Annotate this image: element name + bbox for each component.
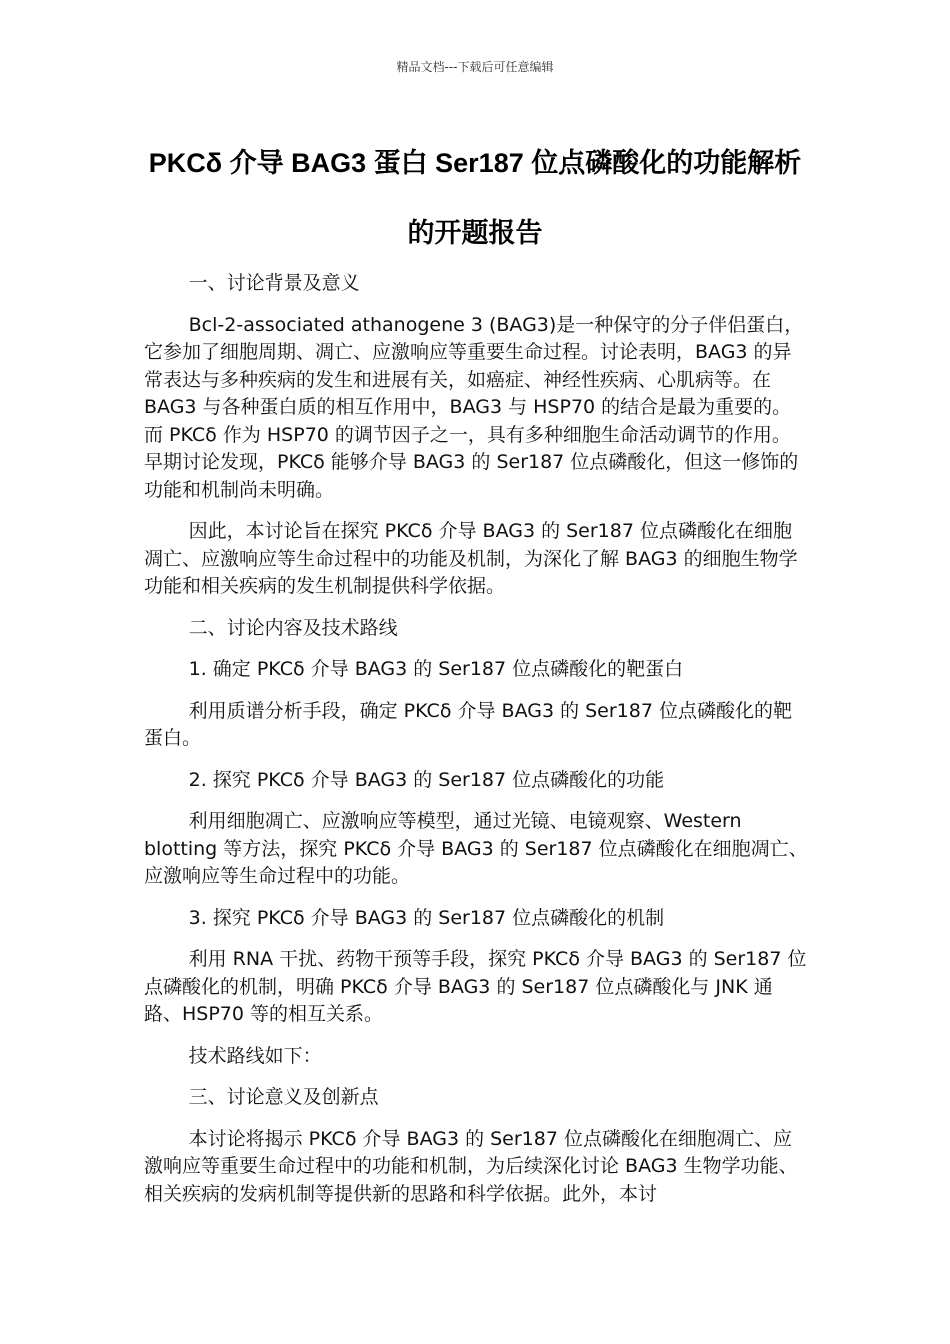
section-heading-significance: 三、讨论意义及创新点 — [188, 1086, 379, 1108]
document-title: PKCδ 介导 BAG3 蛋白 Ser187 位点磷酸化的功能解析的开题报告 — [148, 148, 802, 248]
section-heading-background: 一、讨论背景及意义 — [188, 272, 360, 294]
paragraph-function: 利用细胞凋亡、应激响应等模型，通过光镜、电镜观察、Western blotting 等方法，探究 PKCδ 介导 BAG3 的 Ser187 位点磷酸化在细胞凋亡、应激响应等生命过程中的功能。 — [144, 810, 808, 887]
header-note: 精品文档---下载后可任意编辑 — [396, 60, 554, 74]
subheading-mechanism: 3. 探究 PKCδ 介导 BAG3 的 Ser187 位点磷酸化的机制 — [188, 906, 665, 929]
paragraph-aim: 因此，本讨论旨在探究 PKCδ 介导 BAG3 的 Ser187 位点磷酸化在细胞凋亡、应激响应等生命过程中的功能及机制，为深化了解 BAG3 的细胞生物学功能和相关疾病的发生机制提供科学依据。 — [144, 520, 798, 597]
paragraph-significance: 本讨论将揭示 PKCδ 介导 BAG3 的 Ser187 位点磷酸化在细胞凋亡、应激响应等重要生命过程中的功能和机制，为后续深化讨论 BAG3 生物学功能、相关疾病的发病机制等提供新的思路和科学依据。此外，本讨 — [144, 1127, 798, 1205]
paragraph-target-protein: 利用质谱分析手段，确定 PKCδ 介导 BAG3 的 Ser187 位点磷酸化的靶蛋白。 — [144, 699, 792, 749]
subheading-function: 2. 探究 PKCδ 介导 BAG3 的 Ser187 位点磷酸化的功能 — [188, 768, 665, 791]
paragraph-mechanism: 利用 RNA 干扰、药物干预等手段，探究 PKCδ 介导 BAG3 的 Ser187 位点磷酸化的机制，明确 PKCδ 介导 BAG3 的 Ser187 位点磷酸化与 JNK 通路、HSP70 等的相互关系。 — [144, 948, 807, 1025]
subheading-target-protein: 1. 确定 PKCδ 介导 BAG3 的 Ser187 位点磷酸化的靶蛋白 — [188, 658, 684, 680]
document-body — [144, 270, 808, 1222]
section-heading-content: 二、讨论内容及技术路线 — [188, 616, 398, 639]
paragraph-technical-route: 技术路线如下： — [188, 1044, 322, 1067]
paragraph-background: Bcl-2-associated athanogene 3 (BAG3)是一种保守的分子伴侣蛋白，它参加了细胞周期、凋亡、应激响应等重要生命过程。讨论表明，BAG3 的异常表达与多种疾病的发生和进展有关，如癌症、神经性疾病、心肌病等。在 BAG3 与各种蛋白质的相互作用中，BAG3 与 HSP70 的结合是最为重要的。而 PKCδ 作为 HSP70 的调节因子之一，具有多种细胞生命活动调节的作用。早期讨论发现，PKCδ 能够介导 BAG3 的 Ser187 位点磷酸化，但这一修饰的功能和机制尚未明确。 — [144, 313, 804, 501]
